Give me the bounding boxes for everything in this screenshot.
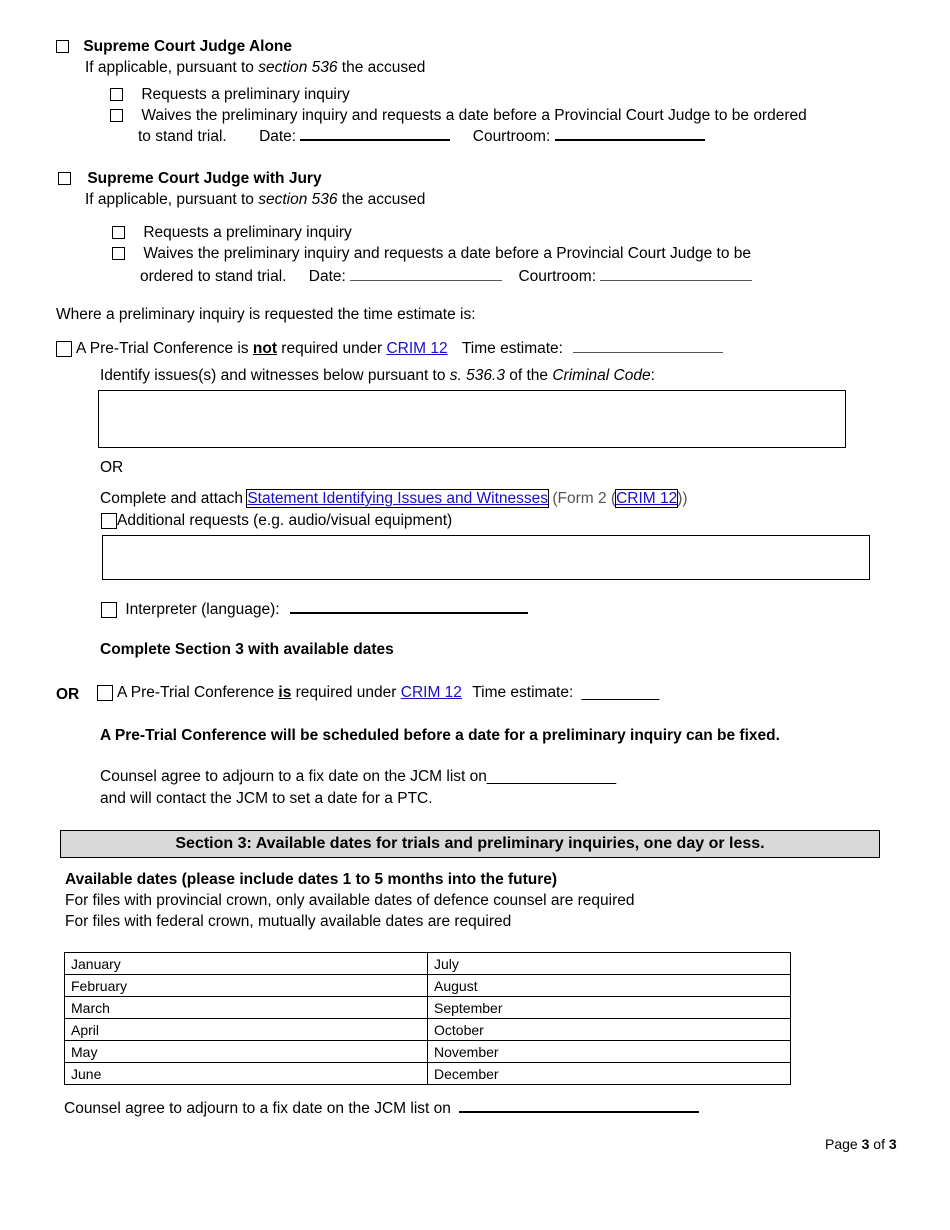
judge-jury-checkbox[interactable] — [58, 172, 71, 185]
or-label: OR — [100, 459, 124, 476]
judge-jury-request-checkbox[interactable] — [112, 226, 125, 239]
additional-requests-textbox[interactable] — [102, 535, 870, 580]
additional-requests-row: Additional requests (e.g. audio/visual equipment) — [101, 512, 452, 530]
month-cell[interactable]: October — [428, 1019, 791, 1041]
month-cell[interactable]: July — [428, 953, 791, 975]
month-cell[interactable]: February — [65, 975, 428, 997]
judge-jury-opt1: Requests a preliminary inquiry — [112, 224, 352, 242]
or-ptc-label: OR — [56, 686, 80, 703]
judge-alone-date-field[interactable] — [300, 125, 450, 141]
identify-issues-label: Identify issues(s) and witnesses below pursuant to s. 536.3 of the Criminal Code: — [100, 367, 655, 384]
provincial-crown-note: For files with provincial crown, only available dates of defence counsel are required — [65, 892, 635, 909]
month-cell[interactable]: May — [65, 1041, 428, 1063]
section3-header: Section 3: Available dates for trials and preliminary inquiries, one day or less. — [60, 830, 880, 858]
judge-jury-intro: If applicable, pursuant to section 536 the accused — [85, 191, 426, 208]
month-cell[interactable]: December — [428, 1063, 791, 1085]
judge-jury-waive-checkbox[interactable] — [112, 247, 125, 260]
judge-alone-opt2-line2: to stand trial. Date: Courtroom: — [138, 125, 705, 146]
federal-crown-note: For files with federal crown, mutually available dates are required — [65, 913, 512, 930]
ptc-not-row: A Pre-Trial Conference is not required under CRIM 12 Time estimate: — [56, 338, 723, 358]
judge-alone-title: Supreme Court Judge Alone — [83, 38, 293, 55]
table-row — [65, 1019, 791, 1041]
month-cell[interactable]: June — [65, 1063, 428, 1085]
page-number: Page 3 of 3 — [825, 1136, 897, 1152]
month-cell[interactable]: April — [65, 1019, 428, 1041]
interpreter-language-field[interactable] — [290, 598, 528, 614]
judge-alone-waive-checkbox[interactable] — [110, 109, 123, 122]
ptc-not-time-field[interactable] — [573, 338, 723, 353]
available-dates-table — [64, 952, 791, 1085]
attach-statement-row: Complete and attach Statement Identifying Issues and Witnesses (Form 2 (CRIM 12)) — [100, 490, 688, 507]
adjourn-line1: Counsel agree to adjourn to a fix date on the JCM list on_______________ — [100, 768, 617, 785]
available-dates-heading: Available dates (please include dates 1 to 5 months into the future) — [65, 871, 558, 888]
table-row — [65, 997, 791, 1019]
judge-jury-date-field[interactable] — [350, 266, 502, 281]
judge-alone-intro: If applicable, pursuant to section 536 the accused — [85, 59, 426, 76]
crim12-link[interactable]: CRIM 12 — [386, 340, 448, 357]
month-cell[interactable]: September — [428, 997, 791, 1019]
ptc-not-checkbox[interactable] — [56, 341, 72, 357]
adjourn-line2: and will contact the JCM to set a date for a PTC. — [100, 790, 433, 807]
ptc-notice: A Pre-Trial Conference will be scheduled before a date for a preliminary inquiry can be fixed. — [100, 727, 780, 744]
table-row — [65, 1063, 791, 1085]
ptc-is-time-field[interactable]: _________ — [581, 684, 660, 701]
month-cell[interactable]: March — [65, 997, 428, 1019]
judge-alone-courtroom-field[interactable] — [555, 125, 705, 141]
month-cell[interactable]: August — [428, 975, 791, 997]
time-estimate-intro: Where a preliminary inquiry is requested the time estimate is: — [56, 306, 476, 323]
crim12-form-link[interactable]: CRIM 12 — [616, 490, 678, 507]
judge-jury-row — [58, 170, 322, 188]
interpreter-checkbox[interactable] — [101, 602, 117, 618]
table-row — [65, 953, 791, 975]
table-row — [65, 975, 791, 997]
statement-identifying-issues-link[interactable]: Statement Identifying Issues and Witnesses — [247, 490, 549, 507]
additional-requests-checkbox[interactable] — [101, 513, 117, 529]
judge-jury-courtroom-field[interactable] — [600, 266, 752, 281]
judge-alone-row — [56, 38, 292, 56]
interpreter-row: Interpreter (language): — [101, 598, 528, 619]
judge-jury-opt2-line2: ordered to stand trial. Date: Courtroom: — [140, 266, 752, 286]
ptc-is-checkbox[interactable] — [97, 685, 113, 701]
month-cell[interactable]: November — [428, 1041, 791, 1063]
table-row — [65, 1041, 791, 1063]
complete-section3-note: Complete Section 3 with available dates — [100, 641, 394, 658]
judge-alone-opt1: Requests a preliminary inquiry — [110, 86, 350, 104]
judge-alone-opt2: Waives the preliminary inquiry and requests a date before a Provincial Court Judge to be ordered — [110, 107, 807, 125]
month-cell[interactable]: January — [65, 953, 428, 975]
judge-jury-title: Supreme Court Judge with Jury — [87, 170, 322, 187]
crim12-ptc-link[interactable]: CRIM 12 — [400, 684, 462, 701]
final-adjourn-row: Counsel agree to adjourn to a fix date on the JCM list on — [64, 1097, 699, 1118]
ptc-is-row: A Pre-Trial Conference is required under CRIM 12 Time estimate: _________ — [97, 684, 659, 702]
judge-alone-request-checkbox[interactable] — [110, 88, 123, 101]
issues-witnesses-textbox[interactable] — [98, 390, 846, 448]
final-adjourn-date-field[interactable] — [459, 1097, 699, 1113]
judge-alone-checkbox[interactable] — [56, 40, 69, 53]
judge-jury-opt2: Waives the preliminary inquiry and requests a date before a Provincial Court Judge to be — [112, 245, 751, 263]
